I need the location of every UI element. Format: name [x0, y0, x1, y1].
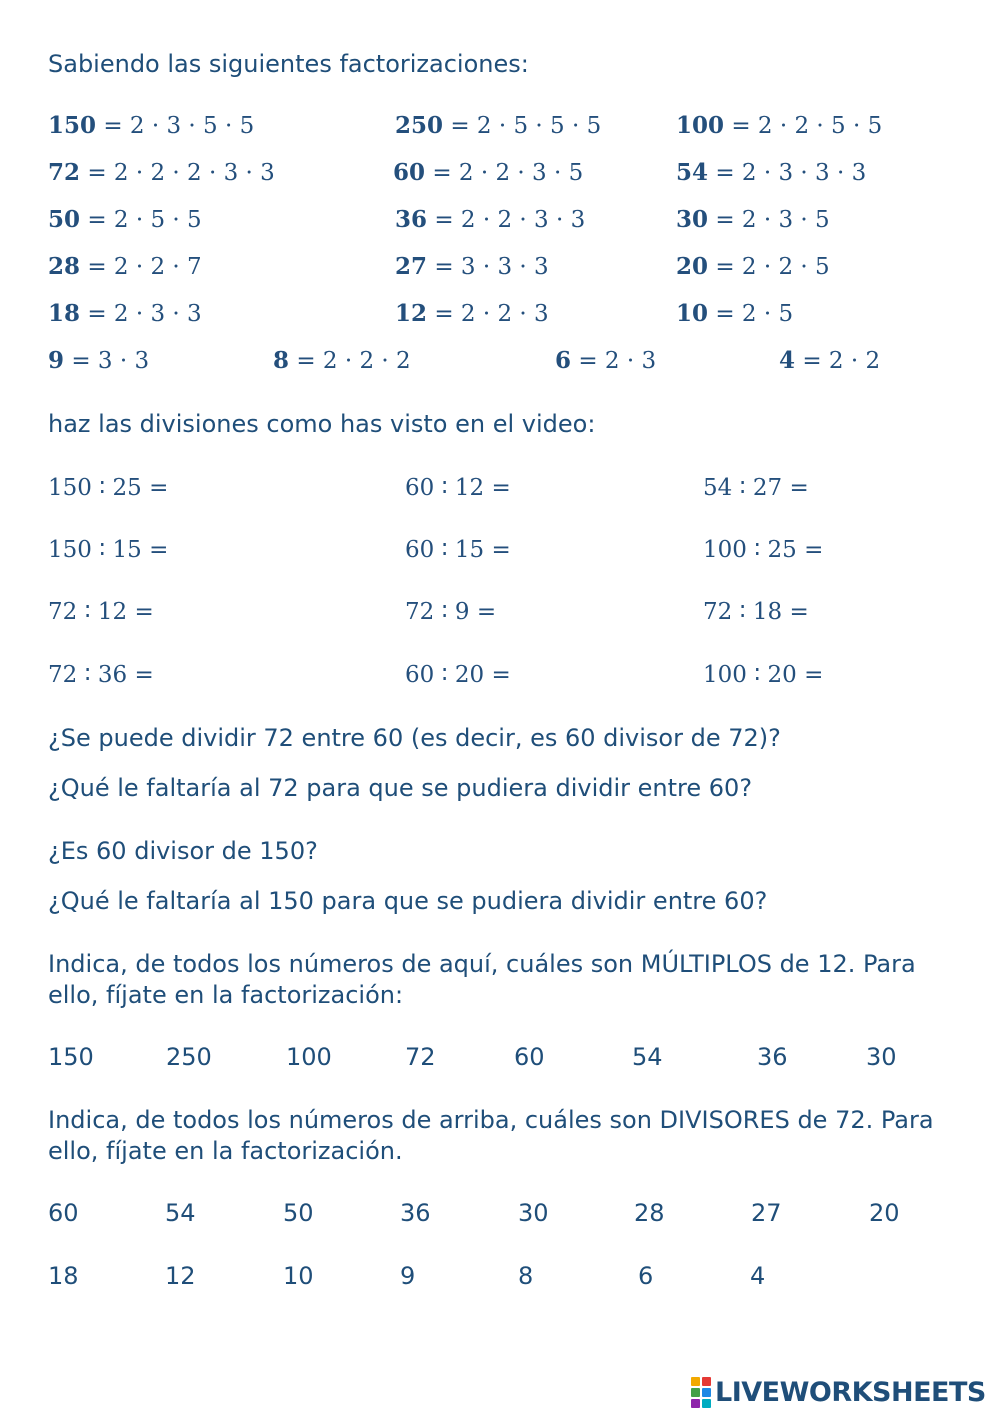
logo-square [691, 1399, 700, 1408]
factorization-item: 12 = 2 · 2 · 3 [395, 300, 549, 327]
number-option: 30 [866, 1043, 897, 1071]
number-option: 60 [48, 1199, 79, 1227]
number-option: 72 [405, 1043, 436, 1071]
factorization-item: 54 = 2 · 3 · 3 · 3 [676, 159, 867, 186]
factorization-item: 150 = 2 · 3 · 5 · 5 [48, 112, 255, 139]
division-item: 60 ∶ 20 = [405, 662, 511, 688]
factorization-item: 18 = 2 · 3 · 3 [48, 300, 202, 327]
question-text: ¿Es 60 divisor de 150? [48, 837, 318, 865]
number-option: 27 [751, 1199, 782, 1227]
division-item: 72 ∶ 18 = [703, 599, 809, 625]
factorization-item: 27 = 3 · 3 · 3 [395, 253, 549, 280]
number-option: 9 [400, 1262, 416, 1290]
division-item: 54 ∶ 27 = [703, 475, 809, 501]
number-option: 36 [400, 1199, 431, 1227]
factorization-item: 30 = 2 · 3 · 5 [676, 206, 830, 233]
logo-mark-icon [691, 1377, 711, 1408]
factorization-item: 9 = 3 · 3 [48, 347, 150, 374]
number-option: 10 [283, 1262, 314, 1290]
divisors-prompt: Indica, de todos los números de arriba, cuáles son DIVISORES de 72. Para ello, fíjate en la factorización. [48, 1106, 934, 1165]
number-option: 54 [632, 1043, 663, 1071]
instruction-text: haz las divisiones como has visto en el video: [48, 410, 596, 438]
logo-square [691, 1388, 700, 1397]
question-text: ¿Qué le faltaría al 72 para que se pudiera dividir entre 60? [48, 774, 753, 802]
number-option: 4 [750, 1262, 766, 1290]
division-item: 72 ∶ 9 = [405, 599, 497, 625]
number-option: 8 [518, 1262, 534, 1290]
number-option: 250 [166, 1043, 212, 1071]
division-item: 150 ∶ 15 = [48, 537, 169, 563]
factorization-item: 100 = 2 · 2 · 5 · 5 [676, 112, 883, 139]
logo-square [702, 1388, 711, 1397]
number-option: 50 [283, 1199, 314, 1227]
division-item: 60 ∶ 12 = [405, 475, 511, 501]
division-item: 100 ∶ 20 = [703, 662, 824, 688]
factorization-item: 72 = 2 · 2 · 2 · 3 · 3 [48, 159, 275, 186]
number-option: 28 [634, 1199, 665, 1227]
division-item: 72 ∶ 36 = [48, 662, 154, 688]
logo-square [691, 1377, 700, 1386]
liveworksheets-logo [691, 1372, 986, 1412]
factorization-item: 50 = 2 · 5 · 5 [48, 206, 202, 233]
logo-square [702, 1377, 711, 1386]
division-item: 60 ∶ 15 = [405, 537, 511, 563]
logo-text: LIVEWORKSHEETS [715, 1376, 986, 1408]
logo-square [702, 1399, 711, 1408]
division-item: 100 ∶ 25 = [703, 537, 824, 563]
number-option: 12 [165, 1262, 196, 1290]
division-item: 72 ∶ 12 = [48, 599, 154, 625]
number-option: 6 [638, 1262, 654, 1290]
factorization-item: 28 = 2 · 2 · 7 [48, 253, 202, 280]
intro-text: Sabiendo las siguientes factorizaciones: [48, 50, 529, 78]
factorization-item: 250 = 2 · 5 · 5 · 5 [395, 112, 602, 139]
factorization-item: 8 = 2 · 2 · 2 [273, 347, 411, 374]
factorization-item: 10 = 2 · 5 [676, 300, 794, 327]
factorization-item: 6 = 2 · 3 [555, 347, 657, 374]
factorization-item: 20 = 2 · 2 · 5 [676, 253, 830, 280]
factorization-item: 36 = 2 · 2 · 3 · 3 [395, 206, 586, 233]
number-option: 20 [869, 1199, 900, 1227]
factorization-item: 60 = 2 · 2 · 3 · 5 [393, 159, 584, 186]
number-option: 30 [518, 1199, 549, 1227]
number-option: 36 [757, 1043, 788, 1071]
number-option: 150 [48, 1043, 94, 1071]
number-option: 100 [286, 1043, 332, 1071]
question-text: ¿Qué le faltaría al 150 para que se pudiera dividir entre 60? [48, 887, 768, 915]
factorization-item: 4 = 2 · 2 [779, 347, 881, 374]
multiples-prompt: Indica, de todos los números de aquí, cuáles son MÚLTIPLOS de 12. Para ello, fíjate en la factorización: [48, 950, 916, 1009]
division-item: 150 ∶ 25 = [48, 475, 169, 501]
number-option: 18 [48, 1262, 79, 1290]
number-option: 60 [514, 1043, 545, 1071]
question-text: ¿Se puede dividir 72 entre 60 (es decir, es 60 divisor de 72)? [48, 724, 781, 752]
number-option: 54 [165, 1199, 196, 1227]
